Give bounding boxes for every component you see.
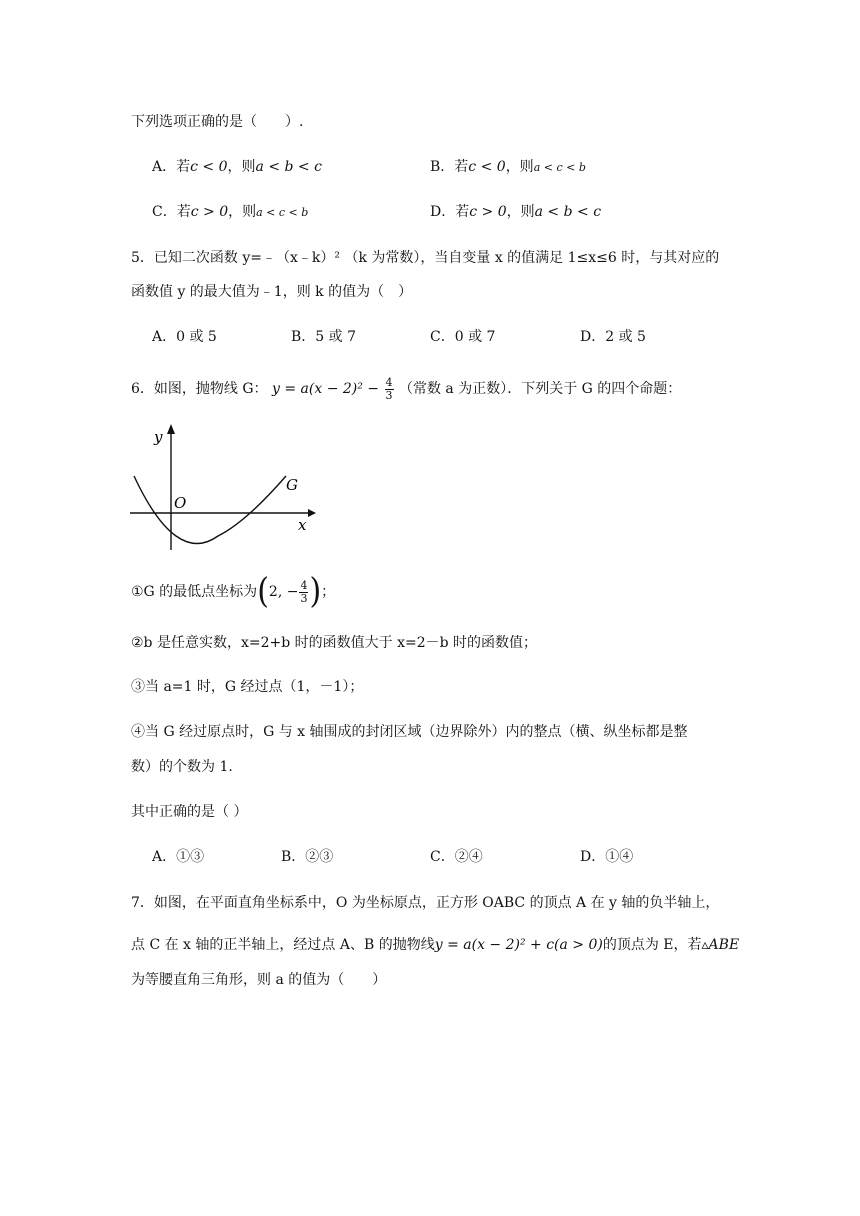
graph-label-g: G (286, 476, 298, 494)
q4-option-b: B．若c < 0，则a < c < b (430, 159, 586, 175)
q6-formula: y = a(x − 2)² − (272, 381, 380, 397)
q6-stem: 6．如图，抛物线 G： y = a(x − 2)² − $\frac{4}{3}$ （常数 a 为正数）．下列关于 G 的四个命题： (131, 375, 682, 402)
q7-stem-line1: 7．如图，在平面直角坐标系中，O 为坐标原点，正方形 OABC 的顶点 A 在 y 轴的负半轴上， (131, 895, 720, 911)
q6-option-c: C．②④ (430, 849, 483, 865)
q4-option-d: D．若c > 0，则a < b < c (430, 204, 602, 220)
graph-label-origin: O (174, 494, 187, 512)
parabola-graph (126, 424, 316, 554)
q4-stem: 下列选项正确的是（ ）. (131, 114, 304, 130)
parabola-curve (134, 476, 286, 544)
q6-option-b: B．②③ (281, 849, 334, 865)
q6-proposition-4-line1: ④当 G 经过原点时，G 与 x 轴围成的封闭区域（边界除外）内的整点（横、纵坐标都是整 (131, 724, 688, 740)
q5-stem-line1: 5．已知二次函数 y=﹣（x﹣k）² （k 为常数），当自变量 x 的值满足 1≤x≤6 时，与其对应的 (131, 250, 720, 266)
q6-option-d: D．①④ (580, 849, 634, 865)
q5-stem-line2: 函数值 y 的最大值为﹣1，则 k 的值为（ ） (131, 284, 413, 300)
q4-option-c: C．若c > 0，则a < c < b (152, 204, 309, 220)
q6-proposition-1: ①G 的最低点坐标为(2, − $\frac{4}{3}$ )； (131, 571, 336, 612)
q6-proposition-4-line2: 数）的个数为 1. (131, 759, 233, 775)
graph-label-y: y (154, 428, 163, 446)
q7-formula: y = a(x − 2)² + c(a > 0) (434, 937, 603, 953)
q6-fraction: $\frac{4}{3}$ (385, 375, 393, 402)
q6-option-a: A．①③ (152, 849, 205, 865)
q5-option-b: B．5 或 7 (291, 329, 357, 345)
q7-stem-line3: 为等腰直角三角形，则 a 的值为（ ） (131, 972, 387, 988)
q5-option-c: C．0 或 7 (430, 329, 496, 345)
q6-proposition-2: ②b 是任意实数，x=2+b 时的函数值大于 x=2－b 时的函数值； (131, 635, 538, 651)
y-axis-arrow (167, 424, 175, 434)
q6-ask: 其中正确的是（ ） (131, 804, 248, 820)
q6-proposition-3: ③当 a=1 时，G 经过点（1，－1）； (131, 679, 364, 695)
q7-stem-line2: 点 C 在 x 轴的正半轴上，经过点 A、B 的抛物线y = a(x − 2)² + c(a > 0)的顶点为 E，若▵ABE (131, 937, 740, 953)
q4-option-a: A．若c < 0，则a < b < c (152, 159, 322, 175)
graph-label-x: x (298, 516, 307, 534)
q5-option-a: A．0 或 5 (152, 329, 217, 345)
x-axis-arrow (308, 509, 316, 517)
q5-option-d: D．2 或 5 (580, 329, 646, 345)
q7-triangle: ▵ABE (701, 937, 740, 953)
